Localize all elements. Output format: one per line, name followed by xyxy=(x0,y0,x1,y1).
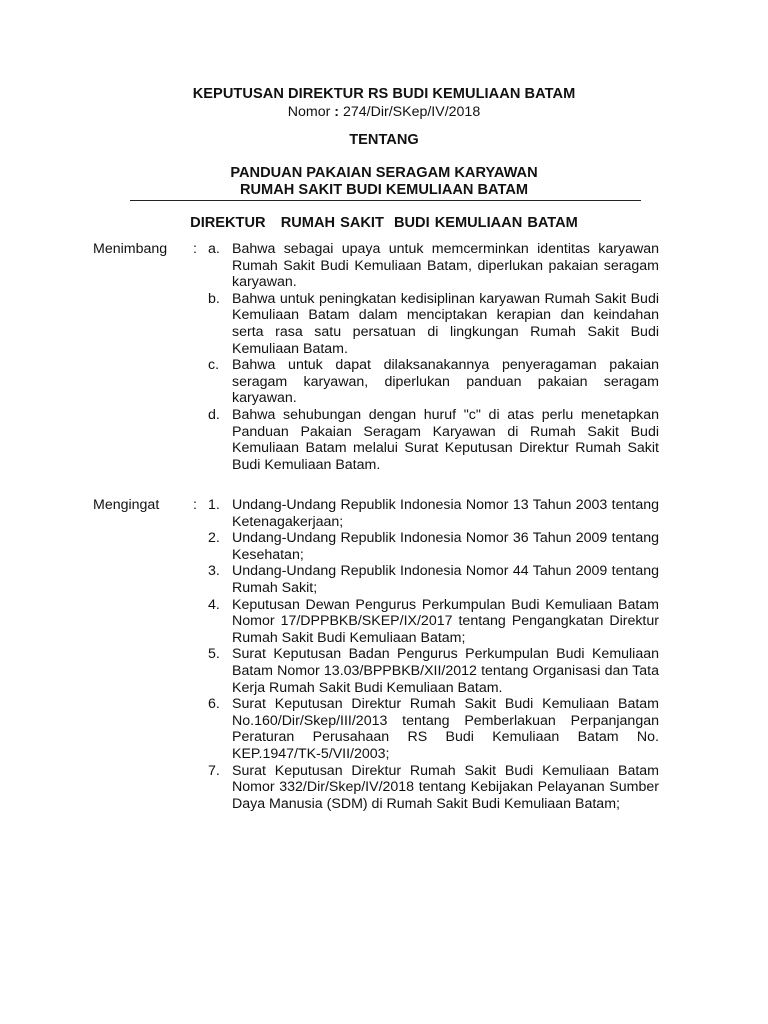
document-number xyxy=(0,104,768,120)
item-text: Bahwa untuk peningkatan kedisiplinan karyawan Rumah Sakit Budi Kemuliaan Batam dalam menciptakan kerapian dan keindahan serta rasa satu persatuan di lingkungan Rumah Sakit Budi Kemuliaan Batam. xyxy=(232,290,659,357)
horizontal-rule xyxy=(130,200,641,201)
item-marker: 5. xyxy=(208,646,220,663)
list-item xyxy=(0,696,768,762)
subject-heading-line-1: PANDUAN PAKAIAN SERAGAM KARYAWAN xyxy=(230,165,538,181)
item-text: Surat Keputusan Direktur Rumah Sakit Budi Kemuliaan Batam Nomor 332/Dir/Skep/IV/2018 tentang Kebijakan Pelayanan Sumber Daya Manusia (SDM) di Rumah Sakit Budi Kemuliaan Batam; xyxy=(232,762,659,812)
item-marker: d. xyxy=(208,406,220,423)
item-text: Undang-Undang Republik Indonesia Nomor 13 Tahun 2003 tentang Ketenagakerjaan; xyxy=(232,497,659,530)
item-text: Bahwa sebagai upaya untuk memcerminkan identitas karyawan Rumah Sakit Budi Kemuliaan Batam, diperlukan pakaian seragam karyawan. xyxy=(232,241,659,291)
item-marker: 1. xyxy=(208,497,220,513)
section-colon: : xyxy=(193,241,197,257)
document-title: KEPUTUSAN DIREKTUR RS BUDI KEMULIAAN BATAM xyxy=(192,86,576,102)
tentang-heading: TENTANG xyxy=(349,132,419,148)
list-item xyxy=(0,563,768,596)
item-marker: 2. xyxy=(208,530,220,547)
item-text: Undang-Undang Republik Indonesia Nomor 36 Tahun 2009 tentang Kesehatan; xyxy=(232,530,659,563)
item-marker: 6. xyxy=(208,696,220,713)
menimbang-section xyxy=(0,241,768,473)
mengingat-section xyxy=(0,497,768,812)
item-marker: 7. xyxy=(208,762,220,779)
list-item xyxy=(0,646,768,696)
item-text: Surat Keputusan Direktur Rumah Sakit Budi Kemuliaan Batam No.160/Dir/Skep/III/2013 tentang Pemberlakuan Perpanjangan Peraturan Perusahaan RS Budi Kemuliaan Batam No. KEP.1947/TK-5/VII/2003; xyxy=(232,696,659,762)
list-item xyxy=(0,530,768,563)
item-marker: b. xyxy=(208,290,220,307)
section-label: Menimbang xyxy=(93,241,168,257)
item-text: Bahwa untuk dapat dilaksanakannya penyeragaman pakaian seragam karyawan, diperlukan panduan pakaian seragam karyawan. xyxy=(232,357,659,407)
item-text: Surat Keputusan Badan Pengurus Perkumpulan Budi Kemuliaan Batam Nomor 13.03/BPPBKB/XII/2012 tentang Organisasi dan Tata Kerja Rumah Sakit Budi Kemuliaan Batam. xyxy=(232,646,659,696)
section-colon: : xyxy=(193,497,197,513)
list-item xyxy=(0,763,768,813)
nomor-colon: : xyxy=(334,104,340,120)
item-text: Keputusan Dewan Pengurus Perkumpulan Budi Kemuliaan Batam Nomor 17/DPPBKB/SKEP/IX/2017 tentang Pengangkatan Direktur Rumah Sakit Budi Kemuliaan Batam; xyxy=(232,596,659,646)
item-marker: c. xyxy=(208,357,220,374)
item-text: Bahwa sehubungan dengan huruf "c" di atas perlu menetapkan Panduan Pakaian Seragam Karyawan di Rumah Sakit Budi Kemuliaan Batam melalui Surat Keputusan Direktur Rumah Sakit Budi Kemuliaan Batam. xyxy=(232,406,659,473)
nomor-label: Nomor xyxy=(287,104,331,120)
nomor-value: 274/Dir/SKep/IV/2018 xyxy=(342,104,481,120)
item-marker: 3. xyxy=(208,563,220,580)
director-heading: DIREKTUR RUMAH SAKIT BUDI KEMULIAAN BATAM xyxy=(190,215,578,231)
list-item xyxy=(0,497,768,530)
list-item xyxy=(0,407,768,473)
item-text: Undang-Undang Republik Indonesia Nomor 44 Tahun 2009 tentang Rumah Sakit; xyxy=(232,563,659,596)
item-marker: 4. xyxy=(208,596,220,613)
list-item xyxy=(0,597,768,647)
subject-heading-line-2: RUMAH SAKIT BUDI KEMULIAAN BATAM xyxy=(239,182,529,198)
item-marker: a. xyxy=(208,241,220,257)
list-item xyxy=(0,241,768,291)
list-item xyxy=(0,291,768,357)
list-item xyxy=(0,357,768,407)
section-label: Mengingat xyxy=(93,497,160,513)
